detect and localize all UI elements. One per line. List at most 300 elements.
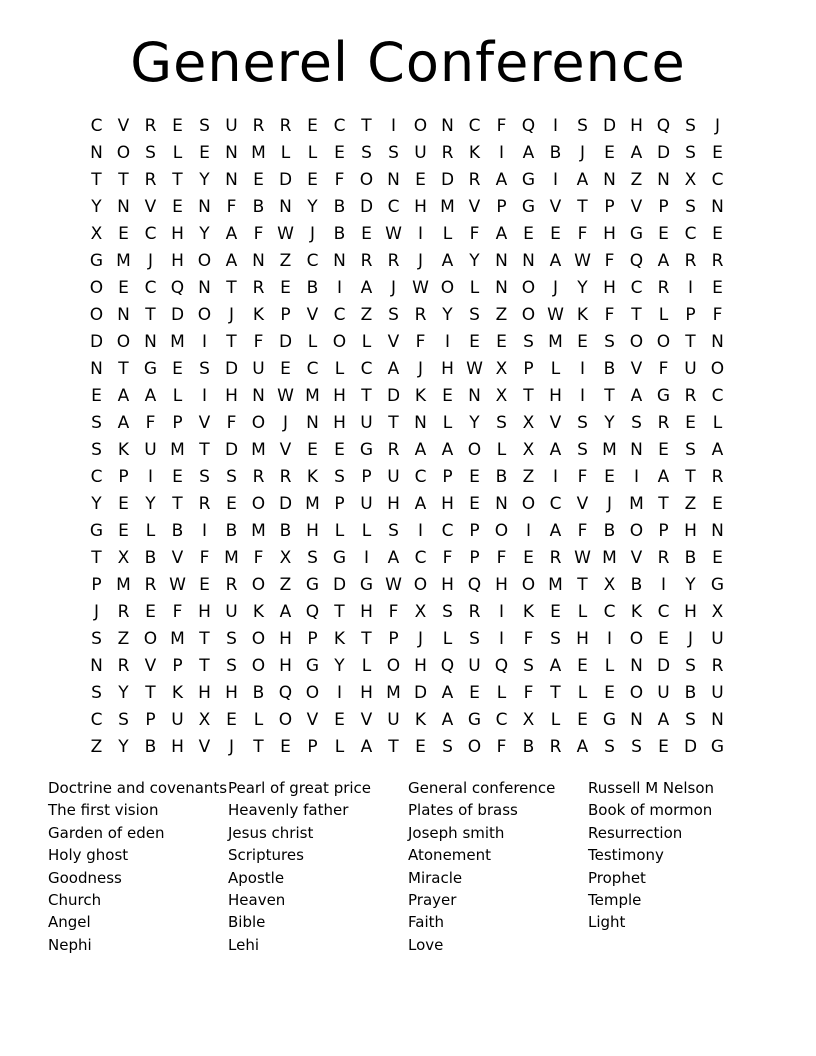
grid-letter[interactable]: Z [117,629,130,649]
grid-letter[interactable]: N [441,116,454,136]
grid-letter[interactable]: O [251,629,266,649]
grid-letter[interactable]: U [360,413,373,433]
grid-letter[interactable]: L [145,521,156,541]
grid-letter[interactable]: K [630,602,643,622]
grid-letter[interactable]: W [574,548,591,568]
grid-letter[interactable]: G [521,197,536,217]
grid-letter[interactable]: F [523,629,534,649]
grid-letter[interactable]: T [91,548,102,568]
grid-letter[interactable]: D [359,197,374,217]
grid-letter[interactable]: F [253,224,264,244]
grid-letter[interactable]: D [386,386,401,406]
grid-letter[interactable]: J [606,494,612,514]
grid-letter[interactable]: M [116,575,131,595]
grid-letter[interactable]: O [629,521,644,541]
grid-letter[interactable]: P [685,305,696,325]
grid-letter[interactable]: Q [521,116,536,136]
grid-letter[interactable]: I [687,278,693,298]
grid-letter[interactable]: F [226,413,237,433]
grid-letter[interactable]: U [657,683,670,703]
grid-letter[interactable]: N [630,710,643,730]
grid-letter[interactable]: X [495,359,508,379]
grid-letter[interactable]: E [118,224,129,244]
grid-letter[interactable]: M [602,440,617,460]
grid-letter[interactable]: A [387,548,400,568]
grid-letter[interactable]: A [549,656,562,676]
grid-letter[interactable]: P [388,629,399,649]
grid-letter[interactable]: O [251,494,266,514]
grid-letter[interactable]: S [577,116,588,136]
grid-letter[interactable]: R [252,116,265,136]
grid-letter[interactable]: E [172,467,183,487]
grid-letter[interactable]: V [576,494,589,514]
grid-letter[interactable]: C [603,602,616,622]
grid-letter[interactable]: K [117,440,130,460]
grid-letter[interactable]: S [91,629,102,649]
grid-letter[interactable]: V [198,737,211,757]
grid-letter[interactable]: S [523,656,534,676]
grid-letter[interactable]: T [361,386,372,406]
grid-letter[interactable]: V [144,656,157,676]
grid-letter[interactable]: G [359,575,374,595]
grid-letter[interactable]: N [522,251,535,271]
grid-letter[interactable]: N [117,305,130,325]
grid-letter[interactable]: O [359,170,374,190]
grid-letter[interactable]: D [278,170,293,190]
grid-letter[interactable]: B [684,548,697,568]
grid-letter[interactable]: T [226,278,237,298]
grid-letter[interactable]: R [549,737,562,757]
grid-letter[interactable]: Z [522,467,535,487]
grid-letter[interactable]: H [198,602,211,622]
grid-letter[interactable]: C [333,116,346,136]
grid-letter[interactable]: N [495,251,508,271]
grid-letter[interactable]: S [577,413,588,433]
grid-letter[interactable]: E [415,170,426,190]
grid-letter[interactable]: L [334,521,345,541]
grid-letter[interactable]: L [361,332,372,352]
grid-letter[interactable]: L [334,737,345,757]
grid-letter[interactable]: O [116,332,131,352]
grid-letter[interactable]: Q [278,683,293,703]
grid-letter[interactable]: S [685,143,696,163]
grid-letter[interactable]: Q [494,656,509,676]
grid-letter[interactable]: E [604,143,615,163]
grid-letter[interactable]: E [172,197,183,217]
grid-letter[interactable]: D [89,332,104,352]
grid-letter[interactable]: S [226,467,237,487]
grid-letter[interactable]: D [602,116,617,136]
grid-letter[interactable]: N [711,710,724,730]
grid-letter[interactable]: J [714,116,720,136]
grid-letter[interactable]: F [442,548,453,568]
grid-letter[interactable]: A [414,440,427,460]
grid-letter[interactable]: J [147,251,153,271]
grid-letter[interactable]: H [603,278,616,298]
grid-letter[interactable]: I [525,521,531,541]
grid-letter[interactable]: M [548,575,563,595]
grid-letter[interactable]: M [224,548,239,568]
grid-letter[interactable]: O [305,683,320,703]
grid-letter[interactable]: R [225,575,238,595]
grid-letter[interactable]: H [549,386,562,406]
grid-letter[interactable]: S [469,305,480,325]
grid-letter[interactable]: O [251,656,266,676]
grid-letter[interactable]: A [495,224,508,244]
grid-letter[interactable]: H [414,197,427,217]
grid-letter[interactable]: S [442,602,453,622]
grid-letter[interactable]: S [550,629,561,649]
grid-letter[interactable]: U [225,116,238,136]
grid-letter[interactable]: L [172,143,183,163]
grid-letter[interactable]: T [118,170,129,190]
grid-letter[interactable]: A [441,710,454,730]
grid-letter[interactable]: B [549,143,562,163]
grid-letter[interactable]: K [522,602,535,622]
grid-letter[interactable]: R [414,305,427,325]
grid-letter[interactable]: F [577,521,588,541]
grid-letter[interactable]: M [251,440,266,460]
grid-letter[interactable]: E [118,278,129,298]
grid-letter[interactable]: F [415,332,426,352]
grid-letter[interactable]: E [172,116,183,136]
grid-letter[interactable]: C [360,359,373,379]
grid-letter[interactable]: C [414,467,427,487]
grid-letter[interactable]: X [603,575,616,595]
grid-letter[interactable]: G [359,440,374,460]
grid-letter[interactable]: M [251,143,266,163]
grid-letter[interactable]: Z [279,251,292,271]
grid-letter[interactable]: C [144,224,157,244]
grid-letter[interactable]: M [305,494,320,514]
grid-letter[interactable]: I [498,143,504,163]
grid-letter[interactable]: S [388,143,399,163]
grid-letter[interactable]: K [414,386,427,406]
grid-letter[interactable]: C [414,548,427,568]
grid-letter[interactable]: V [630,548,643,568]
grid-letter[interactable]: F [199,548,210,568]
grid-letter[interactable]: E [658,629,669,649]
grid-letter[interactable]: E [469,494,480,514]
grid-letter[interactable]: C [711,386,724,406]
grid-letter[interactable]: C [306,359,319,379]
grid-letter[interactable]: V [468,197,481,217]
grid-letter[interactable]: K [252,305,265,325]
grid-letter[interactable]: A [225,251,238,271]
grid-letter[interactable]: I [417,224,423,244]
grid-letter[interactable]: F [577,224,588,244]
grid-letter[interactable]: U [387,710,400,730]
grid-letter[interactable]: L [712,413,723,433]
grid-letter[interactable]: O [197,305,212,325]
grid-letter[interactable]: E [577,656,588,676]
grid-letter[interactable]: B [684,683,697,703]
grid-letter[interactable]: E [226,710,237,730]
grid-letter[interactable]: E [469,683,480,703]
grid-letter[interactable]: V [306,710,319,730]
grid-letter[interactable]: Y [307,197,318,217]
grid-letter[interactable]: O [278,710,293,730]
grid-letter[interactable]: B [171,521,184,541]
grid-letter[interactable]: S [307,548,318,568]
grid-letter[interactable]: H [441,575,454,595]
grid-letter[interactable]: V [144,197,157,217]
grid-letter[interactable]: T [145,683,156,703]
grid-letter[interactable]: K [468,143,481,163]
grid-letter[interactable]: E [172,359,183,379]
grid-letter[interactable]: Y [469,413,480,433]
grid-letter[interactable]: N [414,413,427,433]
grid-letter[interactable]: Y [469,251,480,271]
grid-letter[interactable]: U [414,143,427,163]
grid-letter[interactable]: R [144,116,157,136]
grid-letter[interactable]: A [441,683,454,703]
grid-letter[interactable]: U [684,359,697,379]
grid-letter[interactable]: I [498,602,504,622]
grid-letter[interactable]: A [549,440,562,460]
grid-letter[interactable]: S [361,143,372,163]
grid-letter[interactable]: E [550,224,561,244]
grid-letter[interactable]: F [577,467,588,487]
grid-letter[interactable]: R [117,656,130,676]
grid-letter[interactable]: C [468,116,481,136]
grid-letter[interactable]: T [361,116,372,136]
grid-letter[interactable]: B [279,521,292,541]
grid-letter[interactable]: S [199,116,210,136]
grid-letter[interactable]: F [496,548,507,568]
grid-letter[interactable]: P [280,305,291,325]
grid-letter[interactable]: A [630,143,643,163]
grid-letter[interactable]: S [91,683,102,703]
grid-letter[interactable]: T [199,440,210,460]
grid-letter[interactable]: L [253,710,264,730]
grid-letter[interactable]: A [225,224,238,244]
grid-letter[interactable]: D [224,440,239,460]
grid-letter[interactable]: R [711,656,724,676]
grid-letter[interactable]: R [117,602,130,622]
grid-letter[interactable]: A [657,467,670,487]
grid-letter[interactable]: R [711,467,724,487]
grid-letter[interactable]: P [307,629,318,649]
grid-letter[interactable]: Y [199,170,210,190]
grid-letter[interactable]: O [413,575,428,595]
grid-letter[interactable]: F [523,683,534,703]
grid-letter[interactable]: Q [305,602,320,622]
grid-letter[interactable]: S [685,440,696,460]
grid-letter[interactable]: F [334,170,345,190]
grid-letter[interactable]: D [278,494,293,514]
grid-letter[interactable]: A [522,143,535,163]
grid-letter[interactable]: O [710,359,725,379]
grid-letter[interactable]: L [361,656,372,676]
grid-letter[interactable]: I [552,467,558,487]
grid-letter[interactable]: T [388,737,399,757]
grid-letter[interactable]: E [658,440,669,460]
grid-letter[interactable]: N [711,332,724,352]
grid-letter[interactable]: M [629,494,644,514]
grid-letter[interactable]: F [172,602,183,622]
grid-letter[interactable]: G [332,548,347,568]
grid-letter[interactable]: P [145,710,156,730]
grid-letter[interactable]: L [658,305,669,325]
grid-letter[interactable]: D [278,332,293,352]
grid-letter[interactable]: I [201,521,207,541]
grid-letter[interactable]: Q [629,251,644,271]
grid-letter[interactable]: O [440,278,455,298]
grid-letter[interactable]: H [279,656,292,676]
grid-letter[interactable]: B [333,224,346,244]
grid-letter[interactable]: C [387,197,400,217]
grid-letter[interactable]: L [442,629,453,649]
grid-letter[interactable]: U [468,656,481,676]
grid-letter[interactable]: M [548,332,563,352]
grid-letter[interactable]: A [549,251,562,271]
grid-letter[interactable]: S [496,413,507,433]
grid-letter[interactable]: H [360,602,373,622]
grid-letter[interactable]: C [306,251,319,271]
grid-letter[interactable]: Q [440,656,455,676]
grid-letter[interactable]: T [172,170,183,190]
grid-letter[interactable]: N [468,386,481,406]
grid-letter[interactable]: T [604,386,615,406]
grid-letter[interactable]: D [413,683,428,703]
grid-letter[interactable]: M [305,386,320,406]
grid-letter[interactable]: O [197,251,212,271]
grid-letter[interactable]: E [91,386,102,406]
grid-letter[interactable]: G [305,656,320,676]
grid-letter[interactable]: O [521,278,536,298]
grid-letter[interactable]: N [603,170,616,190]
grid-letter[interactable]: B [252,197,265,217]
grid-letter[interactable]: X [279,548,292,568]
grid-letter[interactable]: F [658,359,669,379]
grid-letter[interactable]: A [549,521,562,541]
grid-letter[interactable]: I [336,278,342,298]
grid-letter[interactable]: A [711,440,724,460]
grid-letter[interactable]: R [252,278,265,298]
grid-letter[interactable]: Y [685,575,696,595]
grid-letter[interactable]: C [630,278,643,298]
grid-letter[interactable]: B [252,683,265,703]
grid-letter[interactable]: Z [630,170,643,190]
grid-letter[interactable]: G [710,575,725,595]
grid-letter[interactable]: K [414,710,427,730]
grid-letter[interactable]: I [606,629,612,649]
grid-letter[interactable]: T [685,467,696,487]
grid-letter[interactable]: O [521,494,536,514]
grid-letter[interactable]: Z [360,305,373,325]
grid-letter[interactable]: M [602,548,617,568]
grid-letter[interactable]: O [629,629,644,649]
grid-letter[interactable]: P [469,548,480,568]
grid-letter[interactable]: A [657,710,670,730]
grid-letter[interactable]: H [576,629,589,649]
grid-letter[interactable]: E [442,386,453,406]
grid-letter[interactable]: X [495,386,508,406]
grid-letter[interactable]: B [495,467,508,487]
grid-letter[interactable]: M [170,332,185,352]
grid-letter[interactable]: T [388,413,399,433]
grid-letter[interactable]: S [91,413,102,433]
grid-letter[interactable]: L [469,278,480,298]
grid-letter[interactable]: E [361,224,372,244]
grid-letter[interactable]: N [198,197,211,217]
grid-letter[interactable]: U [252,359,265,379]
grid-letter[interactable]: G [143,359,158,379]
grid-letter[interactable]: A [360,737,373,757]
grid-letter[interactable]: W [547,305,564,325]
grid-letter[interactable]: H [441,494,454,514]
grid-letter[interactable]: L [496,683,507,703]
grid-letter[interactable]: Y [334,656,345,676]
grid-letter[interactable]: B [522,737,535,757]
grid-letter[interactable]: T [226,332,237,352]
grid-letter[interactable]: E [199,143,210,163]
grid-letter[interactable]: O [89,278,104,298]
grid-letter[interactable]: O [413,116,428,136]
grid-letter[interactable]: E [712,224,723,244]
grid-letter[interactable]: N [630,440,643,460]
grid-letter[interactable]: C [333,305,346,325]
grid-letter[interactable]: S [604,332,615,352]
grid-letter[interactable]: H [279,629,292,649]
grid-letter[interactable]: R [657,413,670,433]
grid-letter[interactable]: T [91,170,102,190]
grid-letter[interactable]: R [387,440,400,460]
grid-letter[interactable]: A [576,737,589,757]
grid-letter[interactable]: T [577,575,588,595]
grid-letter[interactable]: Y [577,278,588,298]
grid-letter[interactable]: N [387,170,400,190]
grid-letter[interactable]: R [360,251,373,271]
grid-letter[interactable]: C [441,521,454,541]
grid-letter[interactable]: N [225,143,238,163]
grid-letter[interactable]: Z [279,575,292,595]
grid-letter[interactable]: E [712,143,723,163]
grid-letter[interactable]: S [388,521,399,541]
grid-letter[interactable]: F [253,332,264,352]
grid-letter[interactable]: H [603,224,616,244]
grid-letter[interactable]: O [494,521,509,541]
grid-letter[interactable]: T [685,332,696,352]
grid-letter[interactable]: O [629,683,644,703]
grid-letter[interactable]: H [630,116,643,136]
grid-letter[interactable]: M [170,629,185,649]
grid-letter[interactable]: Y [91,494,102,514]
grid-letter[interactable]: M [251,521,266,541]
grid-letter[interactable]: J [417,251,423,271]
grid-letter[interactable]: P [523,359,534,379]
grid-letter[interactable]: N [252,386,265,406]
grid-letter[interactable]: F [253,548,264,568]
grid-letter[interactable]: A [495,170,508,190]
grid-letter[interactable]: E [712,494,723,514]
grid-letter[interactable]: P [307,737,318,757]
grid-letter[interactable]: A [144,386,157,406]
grid-letter[interactable]: L [442,224,453,244]
grid-letter[interactable]: O [143,629,158,649]
grid-letter[interactable]: B [603,359,616,379]
grid-letter[interactable]: S [145,143,156,163]
grid-letter[interactable]: Q [656,116,671,136]
grid-letter[interactable]: G [467,710,482,730]
grid-letter[interactable]: C [90,116,103,136]
grid-letter[interactable]: A [387,359,400,379]
grid-letter[interactable]: E [469,332,480,352]
grid-letter[interactable]: X [117,548,130,568]
grid-letter[interactable]: E [604,683,615,703]
grid-letter[interactable]: R [468,170,481,190]
